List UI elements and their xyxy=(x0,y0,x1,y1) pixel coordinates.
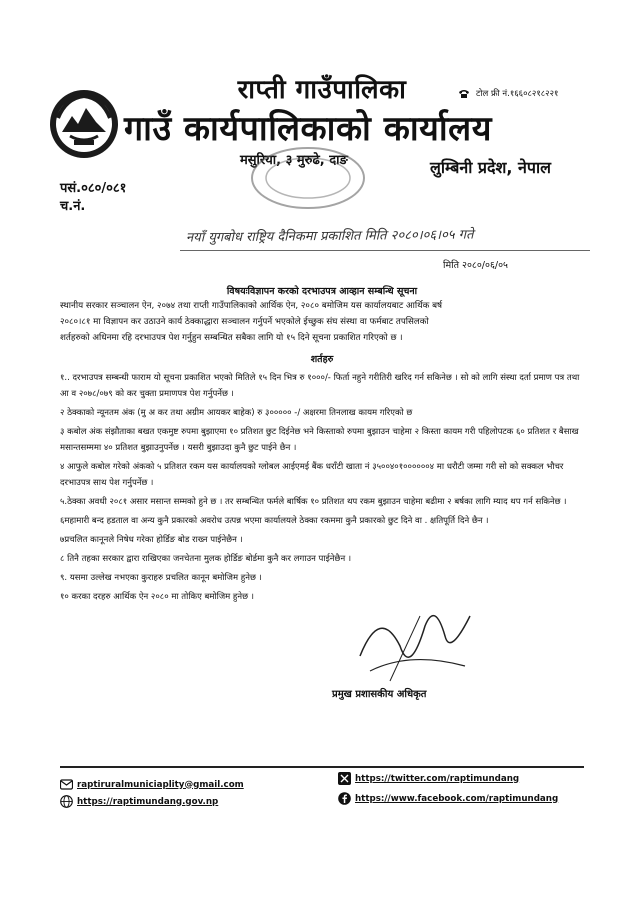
province-name: लुम्बिनी प्रदेश, नेपाल xyxy=(430,158,552,177)
intro-line: स्थानीय सरकार सञ्चालन ऐन, २०७४ तथा राप्ती गाउँपालिकाको आर्थिक ऐन, २०८० बमोजिम यस कार्यालयबाट आर्थिक बर्ष xyxy=(60,301,443,311)
notice-intro xyxy=(60,298,582,346)
condition-item: २ ठेक्काको न्यूनतम अंक (मु अ कर तथा अग्रीम आयकर बाहेक) रु ३००००० -/ अक्षरमा तिनलाख कायम गरिएको छ xyxy=(60,408,413,418)
website-link[interactable]: https://raptimundang.gov.np xyxy=(77,796,219,807)
facebook-icon xyxy=(338,792,351,805)
municipality-name: राप्ती गाउँपालिका xyxy=(237,75,407,105)
globe-icon xyxy=(60,795,73,808)
handwritten-publication-note: नयाँ युगबोध राष्ट्रिय दैनिकमा प्रकाशित मिति २०८०।०६।०५ गते xyxy=(185,227,474,246)
facebook-link[interactable]: https://www.facebook.com/raptimundang xyxy=(355,793,559,804)
telephone-icon xyxy=(458,89,470,99)
office-address: मसुरिया, ३ मुरुढे, दाङ xyxy=(240,153,348,168)
condition-item: १.. दरभाउपत्र सम्बन्धी फाराम यो सूचना प्रकाशित भएको मितिले १५ दिन भित्र रु १०००/- फिर्ता नहुने गरीतिरी खरिद गर्न सकिनेछ । सो को लागि संस्था दर्ता प्रमाण पत्र तथा आ व २०७८/०७९ को कर चुक्ता प्रमाणपत्र पेश गर्नुपर्नेछ । xyxy=(60,373,580,399)
letter-reference xyxy=(60,180,126,216)
signatory-title: प्रमुख प्रशासकीय अधिकृत xyxy=(332,689,427,700)
twitter-x-icon xyxy=(338,772,351,785)
footer-divider xyxy=(60,766,584,768)
email-icon xyxy=(60,778,73,791)
toll-free-phone xyxy=(458,88,558,99)
condition-item: ७प्रचलित कानूनले निषेध गरेका होर्डिङ बोड राख्न पाईनेछैन । xyxy=(60,535,243,545)
notice-subject: विषयःविज्ञापन करको दरभाउपत्र आव्हान सम्बन्धि सूचना xyxy=(226,286,418,297)
phone-number: टोल फ्री नं.१६६०८२१८२२१ xyxy=(476,89,559,99)
office-stamp-icon xyxy=(248,145,368,211)
condition-item: ५.ठेक्का अवधी २०८१ असार मसान्त सम्मको हुने छ । तर सम्बन्धित फर्मले बार्षिक १० प्रतिशत थप रकम बुझाउन चाहेमा बढीमा २ बर्षका लागि म्याद थप गर्न सकिनेछ । xyxy=(60,497,567,507)
footer-website[interactable] xyxy=(60,795,218,808)
condition-item: १० करका दरहरु आर्थिक ऐन २०८० मा तोकिए बमोजिम हुनेछ । xyxy=(60,592,255,602)
chalani-number: च.नं. xyxy=(60,199,86,214)
conditions-list xyxy=(60,370,582,608)
conditions-heading: शर्तहरु xyxy=(310,354,334,365)
condition-item: ३ कबोल अंक संझौताका बखत एकमुष्ट रुपमा बुझाएमा १० प्रतिशत छुट दिईनेछ भने किस्ताको रुपमा बुझाउन चाहेमा २ किस्ता कायम गरी पहिलोपटक ६० प्रतिशत र बैसाख मसान्तसम्ममा ४० प्रतिशत बुझाउनुपर्नेछ । यसरी बुझाउदा कुनै छुट पाईने छैन । xyxy=(60,427,579,453)
intro-line: शर्तहरुको अधिनमा रहि दरभाउपत्र पेश गर्नुहुन सम्बन्धित सबैका लागि यो १५ दिने सूचना प्रकाशित गरिएको छ । xyxy=(60,333,403,343)
footer-twitter[interactable] xyxy=(338,772,519,785)
patra-sankhya: पसं.०८०/०८१ xyxy=(60,181,127,196)
intro-line: २०८०।८१ मा विज्ञापन कर उठाउने कार्य ठेक्काद्धारा सञ्चालन गर्नुपर्ने भएकोले ईच्छुक संघ संस्था वा फर्मबाट तपसिलको xyxy=(60,317,429,327)
email-link[interactable]: raptiruralmuniciaplity@gmail.com xyxy=(77,779,244,790)
footer-facebook[interactable] xyxy=(338,792,558,805)
condition-item: ९. यसमा उल्लेख नभएका कुराहरु प्रचलित कानून बमोजिम हुनेछ । xyxy=(60,573,262,583)
handwritten-underline xyxy=(180,250,590,251)
condition-item: ४ आफुले कबोल गरेको अंकको ५ प्रतिशत रकम यस कार्यालयको ग्लोबल आईएमई बैंक धराँटी खाता नं ३५००४०१००००००४ मा धरौटी जम्मा गरी सो को सक्कल भौचर दरभाउपत्र साथ पेश गर्नुपर्नेछ । xyxy=(60,462,564,488)
notice-date: मिति २०८०/०६/०५ xyxy=(443,260,508,271)
condition-item: ६महामारी बन्द हडताल वा अन्य कुनै प्रकारको अवरोध उत्पन्न भएमा कार्यालयले ठेक्का रकममा कुनै प्रकारको छुट दिने वा . क्षतिपूर्ति दिने छैन । xyxy=(60,516,489,526)
footer-email[interactable] xyxy=(60,778,244,791)
twitter-link[interactable]: https://twitter.com/raptimundang xyxy=(355,773,520,784)
condition-item: ८ तिनै तहका सरकार द्वारा राखिएका जनचेतना मुलक होर्डिङ बोर्डमा कुनै कर लगाउन पाईनेछैन । xyxy=(60,554,352,564)
office-name: गाउँ कार्यपालिकाको कार्यालय xyxy=(124,109,492,149)
signature-icon xyxy=(350,596,480,686)
